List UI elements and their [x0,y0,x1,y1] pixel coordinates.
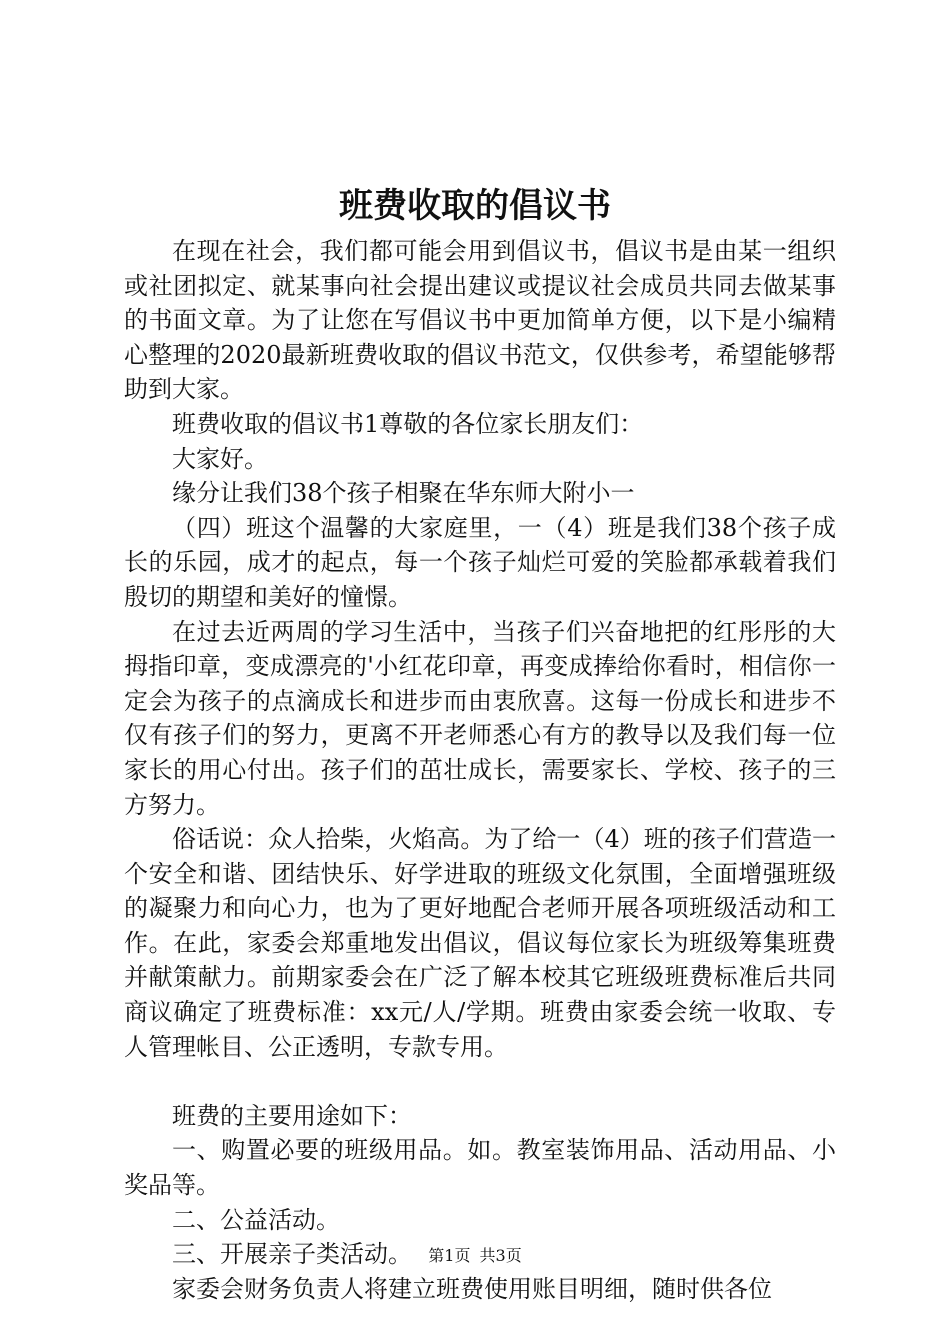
document-body [124,234,836,1306]
paragraph-finance: 家委会财务负责人将建立班费使用账目明细，随时供各位 [172,1274,772,1303]
list-item-usage-3: 三、开展亲子类活动。 [172,1240,412,1269]
paragraph-proposal: 俗话说：众人拾柴，火焰高。为了给一（4）班的孩子们营造一个安全和谐、团结快乐、好学进取的班级文化氛围，全面增强班级的凝聚力和向心力，也为了更好地配合老师开展各项班级活动和工作。在此，家委会郑重地发出倡议，倡议每位家长为班级筹集班费并献策献力。前期家委会在广泛了解本校其它班级班费标准后共同商议确定了班费标准：xx元/人/学期。班费由家委会统一收取、专人管理帐目、公正透明，专款专用。 [124,825,836,1061]
paragraph-class-family: （四）班这个温馨的大家庭里，一（4）班是我们38个孩子成长的乐园，成才的起点，每一个孩子灿烂可爱的笑脸都承载着我们殷切的期望和美好的憧憬。 [124,513,836,611]
paragraph-gap [124,1064,836,1099]
list-item-usage-1: 一、购置必要的班级用品。如。教室装饰用品、活动用品、小奖品等。 [124,1136,836,1200]
paragraph-usage-heading: 班费的主要用途如下： [172,1101,412,1130]
document-title: 班费收取的倡议书 [339,186,611,226]
paragraph-greeting: 大家好。 [172,444,268,473]
paragraph-salutation: 班费收取的倡议书1尊敬的各位家长朋友们： [172,409,644,438]
paragraph-study-life: 在过去近两周的学习生活中，当孩子们兴奋地把的红彤彤的大拇指印章，变成漂亮的'小红花印章，再变成捧给你看时，相信你一定会为孩子的点滴成长和进步而由衷欣喜。这每一份成长和进步不仅有孩子们的努力，更离不开老师悉心有方的教导以及我们每一位家长的用心付出。孩子们的茁壮成长，需要家长、学校、孩子的三方努力。 [124,617,836,819]
paragraph-fate: 缘分让我们38个孩子相聚在华东师大附小一 [172,479,635,508]
page-total: 共3页 [479,1246,522,1265]
page-footer [0,1244,950,1268]
page-number: 第1页 [428,1246,471,1265]
list-item-usage-2: 二、公益活动。 [172,1205,340,1234]
paragraph-intro: 在现在社会，我们都可能会用到倡议书，倡议书是由某一组织或社团拟定、就某事向社会提出建议或提议社会成员共同去做某事的书面文章。为了让您在写倡议书中更加简单方便，以下是小编精心整理的2020最新班费收取的倡议书范文，仅供参考，希望能够帮助到大家。 [124,237,836,404]
